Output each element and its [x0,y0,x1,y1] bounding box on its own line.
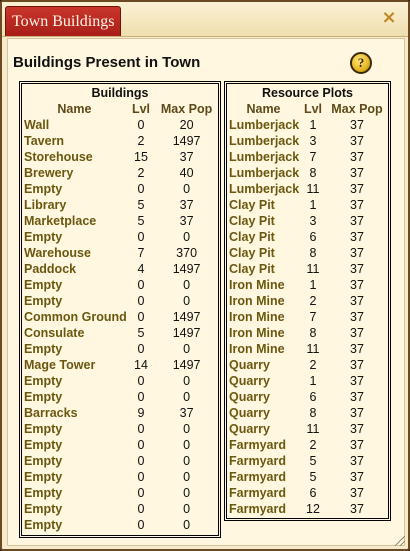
cell-name[interactable]: Empty [24,486,63,500]
cell-max-pop: 37 [350,470,364,484]
cell-name[interactable]: Quarry [229,406,270,420]
cell-name[interactable]: Empty [24,342,63,356]
cell-name[interactable]: Farmyard [229,438,286,452]
cell-lvl: 5 [137,326,145,340]
cell-lvl: 0 [137,230,145,244]
column-header-name: Name [57,102,92,116]
cell-name[interactable]: Lumberjack [229,182,300,196]
cell-name[interactable]: Lumberjack [229,134,300,148]
column-header-lvl: Lvl [303,102,323,116]
cell-max-pop: 37 [350,390,364,404]
cell-max-pop: 37 [350,198,364,212]
page-title: Buildings Present in Town [13,54,201,71]
buildings-table-box [19,81,221,538]
cell-max-pop: 0 [183,486,191,500]
cell-name[interactable]: Empty [24,422,63,436]
cell-lvl: 5 [309,470,317,484]
table-row [22,293,218,309]
table-row [22,133,218,149]
cell-lvl: 14 [134,358,148,372]
table-row [22,197,218,213]
column-header-lvl: Lvl [131,102,151,116]
cell-lvl: 1 [309,374,317,388]
table-row [227,325,388,341]
cell-lvl: 0 [137,342,145,356]
cell-lvl: 0 [137,118,145,132]
cell-lvl: 0 [137,278,145,292]
table-row [227,261,388,277]
table-row [22,309,218,325]
column-header-max-pop: Max Pop [331,102,383,116]
table-row [22,453,218,469]
cell-lvl: 7 [309,310,317,324]
cell-lvl: 0 [137,182,145,196]
cell-lvl: 7 [309,150,317,164]
cell-max-pop: 0 [183,454,191,468]
table-row [22,149,218,165]
cell-max-pop: 37 [350,230,364,244]
cell-name[interactable]: Empty [24,278,63,292]
table-row [22,277,218,293]
cell-name[interactable]: Quarry [229,422,270,436]
cell-name[interactable]: Iron Mine [229,278,285,292]
cell-lvl: 6 [309,486,317,500]
cell-max-pop: 0 [183,294,191,308]
resource-plots-table-title: Resource Plots [261,86,353,100]
cell-name[interactable]: Warehouse [24,246,91,260]
table-row [22,469,218,485]
cell-max-pop: 37 [350,118,364,132]
cell-lvl: 0 [137,502,145,516]
table-row [227,357,388,373]
cell-lvl: 9 [137,406,145,420]
table-row [22,229,218,245]
table-row [22,245,218,261]
cell-name[interactable]: Empty [24,390,63,404]
table-row [22,117,218,133]
cell-lvl: 11 [306,262,320,276]
cell-max-pop: 370 [176,246,198,260]
table-row [227,293,388,309]
table-row [227,133,388,149]
cell-name[interactable]: Wall [24,118,50,132]
table-row [227,373,388,389]
cell-max-pop: 0 [183,374,191,388]
resource-plots-header-row [227,101,388,117]
cell-max-pop: 37 [179,406,194,420]
table-row [22,213,218,229]
cell-max-pop: 37 [350,326,364,340]
cell-name[interactable]: Common Ground [24,310,127,324]
table-row [227,245,388,261]
cell-max-pop: 37 [350,374,364,388]
cell-name[interactable]: Clay Pit [229,230,275,244]
cell-name[interactable]: Farmyard [229,486,286,500]
cell-lvl: 0 [137,422,145,436]
cell-lvl: 0 [137,454,145,468]
cell-name[interactable]: Clay Pit [229,262,275,276]
cell-lvl: 6 [309,230,317,244]
column-header-name: Name [246,102,281,116]
cell-max-pop: 20 [179,118,194,132]
cell-lvl: 11 [306,182,320,196]
cell-lvl: 11 [306,422,320,436]
cell-max-pop: 37 [350,454,364,468]
table-row [227,229,388,245]
cell-lvl: 2 [309,438,317,452]
cell-name[interactable]: Iron Mine [229,326,285,340]
table-row [227,421,388,437]
table-row [227,181,388,197]
cell-lvl: 8 [309,246,317,260]
cell-max-pop: 37 [179,214,194,228]
title-bar[interactable] [2,2,408,37]
cell-name[interactable]: Empty [24,454,63,468]
cell-max-pop: 0 [183,278,191,292]
cell-max-pop: 37 [350,422,364,436]
table-row [22,373,218,389]
table-row [22,501,218,517]
cell-max-pop: 37 [350,150,364,164]
cell-max-pop: 1497 [172,134,201,148]
cell-lvl: 2 [309,294,317,308]
table-row [227,165,388,181]
buildings-table [22,101,218,533]
cell-max-pop: 0 [183,502,191,516]
cell-max-pop: 0 [183,422,191,436]
resize-grip-icon[interactable] [395,536,405,546]
table-row [22,437,218,453]
table-row [227,437,388,453]
cell-name[interactable]: Tavern [24,134,65,148]
cell-lvl: 1 [309,118,317,132]
cell-name[interactable]: Marketplace [24,214,97,228]
cell-max-pop: 37 [350,134,364,148]
cell-name[interactable]: Storehouse [24,150,93,164]
cell-name[interactable]: Consulate [24,326,85,340]
table-row [22,261,218,277]
buildings-table-title: Buildings [91,86,149,100]
cell-lvl: 0 [137,486,145,500]
table-row [227,213,388,229]
table-row [227,149,388,165]
cell-max-pop: 37 [350,310,364,324]
cell-name[interactable]: Clay Pit [229,198,275,212]
table-row [22,389,218,405]
cell-lvl: 2 [309,358,317,372]
cell-max-pop: 37 [350,182,364,196]
cell-max-pop: 37 [350,342,364,356]
cell-name[interactable]: Farmyard [229,502,286,516]
table-row [22,181,218,197]
cell-max-pop: 0 [183,438,191,452]
cell-name[interactable]: Barracks [24,406,78,420]
cell-lvl: 0 [137,374,145,388]
cell-lvl: 11 [306,342,320,356]
cell-lvl: 5 [137,198,145,212]
window-title-tab[interactable]: Town Buildings [5,6,121,36]
table-row [22,421,218,437]
table-row [22,341,218,357]
cell-name[interactable]: Lumberjack [229,118,300,132]
cell-max-pop: 1497 [172,358,201,372]
table-row [227,117,388,133]
table-row [227,405,388,421]
cell-lvl: 0 [137,390,145,404]
cell-name[interactable]: Empty [24,438,63,452]
cell-name[interactable]: Iron Mine [229,310,285,324]
cell-max-pop: 0 [183,518,191,532]
cell-max-pop: 0 [183,390,191,404]
cell-name[interactable]: Brewery [24,166,74,180]
table-row [227,309,388,325]
table-row [227,453,388,469]
table-row [22,325,218,341]
cell-lvl: 8 [309,406,317,420]
cell-lvl: 1 [309,278,317,292]
table-row [227,389,388,405]
cell-max-pop: 0 [183,182,191,196]
cell-max-pop: 37 [350,262,364,276]
cell-lvl: 6 [309,390,317,404]
cell-name[interactable]: Iron Mine [229,342,285,356]
table-row [22,357,218,373]
table-row [22,517,218,533]
cell-max-pop: 1497 [172,310,201,324]
cell-lvl: 0 [137,310,145,324]
resource-plots-table [227,101,388,517]
cell-name[interactable]: Paddock [24,262,77,276]
cell-max-pop: 37 [350,486,364,500]
cell-lvl: 4 [137,262,145,276]
buildings-header-row [22,101,218,117]
column-header-max-pop: Max Pop [160,102,213,116]
cell-name[interactable]: Empty [24,502,63,516]
table-row [22,485,218,501]
cell-max-pop: 37 [350,294,364,308]
cell-lvl: 15 [134,150,148,164]
cell-name[interactable]: Empty [24,182,63,196]
cell-lvl: 0 [137,470,145,484]
resource-plots-table-box [224,81,391,521]
cell-max-pop: 0 [183,230,191,244]
cell-max-pop: 40 [179,166,194,180]
cell-name[interactable]: Mage Tower [24,358,96,372]
cell-lvl: 3 [309,134,317,148]
cell-name[interactable]: Empty [24,374,63,388]
cell-name[interactable]: Farmyard [229,470,286,484]
cell-lvl: 1 [309,198,317,212]
cell-max-pop: 1497 [172,326,201,340]
table-row [227,485,388,501]
table-row [227,341,388,357]
cell-max-pop: 0 [183,342,191,356]
cell-name[interactable]: Lumberjack [229,166,300,180]
cell-name[interactable]: Empty [24,294,63,308]
cell-max-pop: 37 [350,358,364,372]
cell-lvl: 5 [137,214,145,228]
cell-name[interactable]: Empty [24,470,63,484]
cell-lvl: 0 [137,438,145,452]
cell-max-pop: 37 [350,214,364,228]
table-row [22,165,218,181]
cell-name[interactable]: Clay Pit [229,246,275,260]
cell-lvl: 0 [137,294,145,308]
cell-name[interactable]: Quarry [229,390,270,404]
table-row [22,405,218,421]
cell-max-pop: 37 [350,406,364,420]
cell-max-pop: 37 [350,502,364,516]
cell-lvl: 2 [137,134,145,148]
close-icon[interactable]: × [381,7,397,28]
cell-name[interactable]: Library [24,198,67,212]
cell-name[interactable]: Quarry [229,358,270,372]
cell-name[interactable]: Clay Pit [229,214,275,228]
cell-name[interactable]: Farmyard [229,454,286,468]
table-row [227,277,388,293]
cell-lvl: 2 [137,166,145,180]
cell-max-pop: 37 [350,166,364,180]
cell-lvl: 5 [309,454,317,468]
cell-max-pop: 0 [183,470,191,484]
cell-lvl: 8 [309,326,317,340]
cell-name[interactable]: Empty [24,230,63,244]
cell-max-pop: 37 [179,198,194,212]
cell-name[interactable]: Empty [24,518,63,532]
cell-max-pop: 37 [350,438,364,452]
table-row [227,469,388,485]
cell-max-pop: 37 [350,278,364,292]
table-row [227,501,388,517]
cell-lvl: 12 [306,502,320,516]
cell-lvl: 0 [137,518,145,532]
table-row [227,197,388,213]
cell-max-pop: 1497 [172,262,201,276]
cell-max-pop: 37 [350,246,364,260]
cell-name[interactable]: Quarry [229,374,270,388]
cell-max-pop: 37 [179,150,194,164]
cell-lvl: 8 [309,166,317,180]
cell-name[interactable]: Iron Mine [229,294,285,308]
cell-name[interactable]: Lumberjack [229,150,300,164]
help-icon[interactable]: ? [350,52,372,74]
cell-lvl: 7 [137,246,145,260]
cell-lvl: 3 [309,214,317,228]
